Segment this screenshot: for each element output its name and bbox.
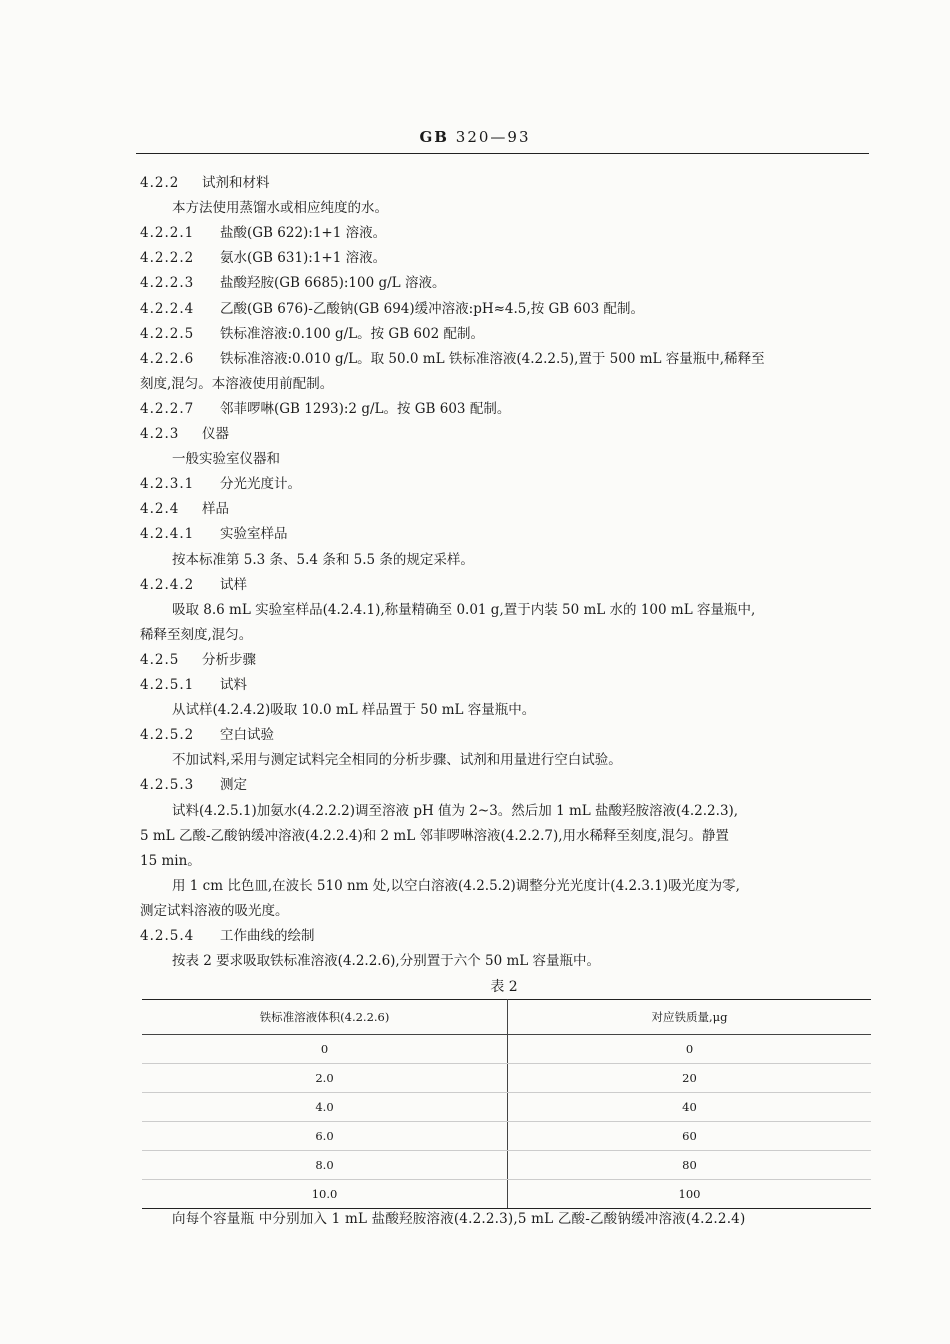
- clause: 4.2.2.7 邻菲啰啉(GB 1293):2 g/L。按 GB 603 配制。: [140, 401, 511, 417]
- paragraph: 5 mL 乙酸-乙酸钠缓冲溶液(4.2.2.4)和 2 mL 邻菲啰啉溶液(4.2.2.7),用水稀释至刻度,混匀。静置: [140, 828, 729, 844]
- table-cell: 4.0: [142, 1093, 508, 1122]
- clause: 4.2.3.1 分光光度计。: [140, 476, 301, 492]
- table-cell: 6.0: [142, 1122, 508, 1151]
- paragraph: 15 min。: [140, 853, 201, 869]
- table-cell: 20: [508, 1064, 872, 1093]
- iron-standard-table: [142, 999, 871, 1209]
- header-rule: [136, 153, 869, 154]
- clause: 4.2.5.3 测定: [140, 777, 247, 793]
- table-row: [142, 1064, 871, 1093]
- document-code: [0, 128, 950, 146]
- clause: 4.2.4.1 实验室样品: [140, 526, 288, 542]
- clause: 4.2.5.2 空白试验: [140, 727, 274, 743]
- table-header-row: [142, 1000, 871, 1035]
- table-cell: 100: [508, 1180, 872, 1209]
- paragraph: 向每个容量瓶 中分别加入 1 mL 盐酸羟胺溶液(4.2.2.3),5 mL 乙酸-乙酸钠缓冲溶液(4.2.2.4): [172, 1211, 746, 1227]
- clause: 4.2.2.3 盐酸羟胺(GB 6685):100 g/L 溶液。: [140, 275, 446, 291]
- table-row: [142, 1180, 871, 1209]
- code-number: 320—93: [455, 128, 531, 146]
- table-cell: 0: [508, 1035, 872, 1064]
- clause: 4.2.2.6 铁标准溶液:0.010 g/L。取 50.0 mL 铁标准溶液(4.2.2.5),置于 500 mL 容量瓶中,稀释至: [140, 351, 765, 367]
- column-header: 铁标准溶液体积(4.2.2.6): [142, 1000, 508, 1035]
- table-cell: 10.0: [142, 1180, 508, 1209]
- paragraph: 按表 2 要求吸取铁标准溶液(4.2.2.6),分别置于六个 50 mL 容量瓶中。: [172, 953, 601, 969]
- paragraph: 用 1 cm 比色皿,在波长 510 nm 处,以空白溶液(4.2.5.2)调整分光光度计(4.2.3.1)吸光度为零,: [172, 878, 740, 894]
- table-row: [142, 1122, 871, 1151]
- clause: 4.2.4.2 试样: [140, 577, 247, 593]
- paragraph: 不加试料,采用与测定试料完全相同的分析步骤、试剂和用量进行空白试验。: [172, 752, 622, 768]
- table-cell: 2.0: [142, 1064, 508, 1093]
- paragraph: 稀释至刻度,混匀。: [140, 627, 253, 643]
- table-cell: 40: [508, 1093, 872, 1122]
- paragraph: 按本标准第 5.3 条、5.4 条和 5.5 条的规定采样。: [172, 552, 474, 568]
- table-cell: 0: [142, 1035, 508, 1064]
- table-cell: 8.0: [142, 1151, 508, 1180]
- code-prefix: GB: [419, 128, 449, 146]
- clause: 4.2.2.5 铁标准溶液:0.100 g/L。按 GB 602 配制。: [140, 326, 484, 342]
- clause: 4.2.5.1 试料: [140, 677, 247, 693]
- clause: 4.2.2.2 氨水(GB 631):1+1 溶液。: [140, 250, 387, 266]
- table-row: [142, 1035, 871, 1064]
- paragraph: 试料(4.2.5.1)加氨水(4.2.2.2)调至溶液 pH 值为 2~3。然后加 1 mL 盐酸羟胺溶液(4.2.2.3),: [172, 803, 739, 819]
- paragraph: 吸取 8.6 mL 实验室样品(4.2.4.1),称量精确至 0.01 g,置于内装 50 mL 水的 100 mL 容量瓶中,: [172, 602, 756, 618]
- paragraph: 本方法使用蒸馏水或相应纯度的水。: [172, 200, 388, 216]
- section-heading: 4.2.3 仪器: [140, 426, 229, 442]
- table-cell: 80: [508, 1151, 872, 1180]
- section-heading: 4.2.5 分析步骤: [140, 652, 256, 668]
- clause: 4.2.5.4 工作曲线的绘制: [140, 928, 315, 944]
- table-caption: 表 2: [490, 979, 518, 995]
- table-row: [142, 1093, 871, 1122]
- clause: 4.2.2.4 乙酸(GB 676)-乙酸钠(GB 694)缓冲溶液:pH≈4.5,按 GB 603 配制。: [140, 301, 645, 317]
- paragraph: 一般实验室仪器和: [172, 451, 280, 467]
- table-cell: 60: [508, 1122, 872, 1151]
- clause: 4.2.2.1 盐酸(GB 622):1+1 溶液。: [140, 225, 387, 241]
- column-header: 对应铁质量,μg: [508, 1000, 872, 1035]
- table-row: [142, 1151, 871, 1180]
- section-heading: 4.2.4 样品: [140, 501, 229, 517]
- paragraph: 测定试料溶液的吸光度。: [140, 903, 289, 919]
- section-heading: 4.2.2 试剂和材料: [140, 175, 270, 191]
- paragraph: 刻度,混匀。本溶液使用前配制。: [140, 376, 334, 392]
- paragraph: 从试样(4.2.4.2)吸取 10.0 mL 样品置于 50 mL 容量瓶中。: [172, 702, 536, 718]
